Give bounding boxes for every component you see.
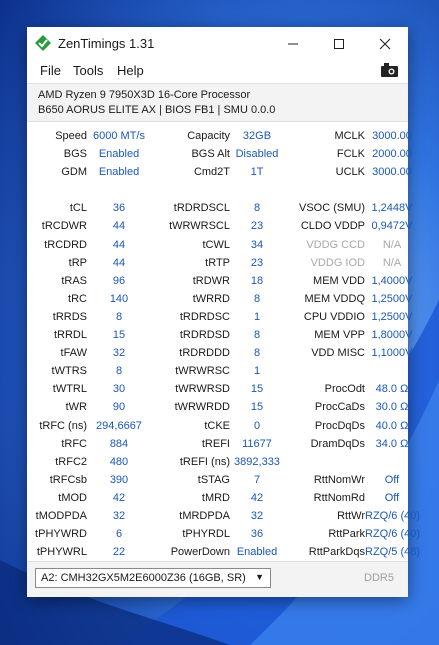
memory-type-label: DDR5 <box>364 572 394 584</box>
twrwrdd-value: 15 <box>250 401 264 414</box>
trdwr-value: 18 <box>250 274 264 287</box>
fclk-label: FCLK <box>336 148 365 161</box>
maximize-icon <box>334 39 344 49</box>
proccads-label: ProcCaDs <box>314 401 365 414</box>
tcke-label: tCKE <box>204 419 230 432</box>
tras-value: 96 <box>112 274 126 287</box>
tstag-value: 7 <box>253 473 261 486</box>
mem-vpp-label: MEM VPP <box>314 329 365 342</box>
bgs-label: BGS <box>63 148 87 161</box>
zentimings-window <box>27 27 421 596</box>
twrwrsd-value: 15 <box>250 383 264 396</box>
twrwrsc-value: 1 <box>253 365 261 378</box>
close-icon <box>380 39 390 49</box>
tmod-label: tMOD <box>58 491 87 504</box>
empty-value <box>365 362 419 380</box>
tras-label: tRAS <box>61 274 87 287</box>
mem-vpp-value: 1,8000V <box>371 329 413 342</box>
tmrdpda-label: tMRDPDA <box>179 509 230 522</box>
twtrl-value: 30 <box>112 383 126 396</box>
rttparkdqs-value: RZQ/5 (48) <box>365 546 421 559</box>
capacity-label: Capacity <box>187 130 230 142</box>
bgs-alt-value: Disabled <box>235 148 279 161</box>
cpu-vddio-value: 1,2500V <box>371 310 413 323</box>
vddg-iod-label: VDDG IOD <box>310 256 365 269</box>
window-title: ZenTimings 1.31 <box>58 36 155 51</box>
empty-label <box>284 453 365 471</box>
rttpark-label: RttPark <box>328 528 365 541</box>
speed-label: Speed <box>55 130 87 142</box>
vsoc-smu-label: VSOC (SMU) <box>299 202 365 215</box>
gdm-label: GDM <box>61 166 87 179</box>
cldo-vddp-value: 0,9472V <box>371 220 413 233</box>
procodt-label: ProcOdt <box>324 383 365 396</box>
tmrd-label: tMRD <box>201 491 230 504</box>
twr-value: 90 <box>112 401 126 414</box>
trfc2-label: tRFC2 <box>55 455 87 468</box>
tfaw-value: 32 <box>112 347 126 360</box>
trefi-value: 11677 <box>242 437 272 450</box>
rttpark-value: RZQ/6 (40) <box>365 528 421 541</box>
powerdown-label: PowerDown <box>170 546 230 559</box>
tstag-label: tSTAG <box>197 473 230 486</box>
tphywrd-value: 6 <box>115 528 123 541</box>
title-bar[interactable] <box>27 27 408 60</box>
mem-vddq-value: 1,2500V <box>371 292 413 305</box>
trrdl-label: tRRDL <box>53 329 87 342</box>
trfc-ns-label: tRFC (ns) <box>39 419 87 432</box>
menu-help[interactable]: Help <box>117 63 144 78</box>
memory-module-value: A2: CMH32GX5M2E6000Z36 (16GB, SR) <box>41 572 246 584</box>
tcwl-value: 34 <box>250 238 264 251</box>
twtrl-label: tWTRL <box>52 383 87 396</box>
trcdwr-value: 44 <box>112 220 126 233</box>
tphyrdl-value: 36 <box>250 528 264 541</box>
tcl-value: 36 <box>112 202 126 215</box>
trdwr-label: tRDWR <box>192 274 230 287</box>
mem-vddq-label: MEM VDDQ <box>304 292 365 305</box>
trcdrd-value: 44 <box>112 238 126 251</box>
trfcsb-value: 390 <box>109 473 129 486</box>
rttwr-label: RttWr <box>337 509 365 522</box>
trp-label: tRP <box>68 256 87 269</box>
vddg-iod-value: N/A <box>382 256 402 269</box>
tcke-value: 0 <box>253 419 261 432</box>
trc-value: 140 <box>109 292 129 305</box>
close-button[interactable] <box>362 27 408 60</box>
trfc-ns-value: 294,6667 <box>96 419 142 432</box>
procdqds-value: 40.0 Ω <box>375 419 409 432</box>
tcwl-label: tCWL <box>202 238 230 251</box>
trefi-ns-label: tREFI (ns) <box>179 455 230 468</box>
mem-vdd-label: MEM VDD <box>313 274 365 287</box>
tmrdpda-value: 32 <box>250 509 264 522</box>
trfc-label: tRFC <box>61 437 87 450</box>
trdrddd-label: tRDRDDD <box>179 347 230 360</box>
twrwrscl-label: tWRWRSCL <box>169 220 230 233</box>
vsoc-smu-value: 1,2448V <box>371 202 413 215</box>
tmodpda-value: 32 <box>112 509 126 522</box>
trfcsb-label: tRFCsb <box>49 473 87 486</box>
trp-value: 44 <box>112 256 126 269</box>
twrrd-label: tWRRD <box>192 292 230 305</box>
twrwrdd-label: tWRWRDD <box>174 401 230 414</box>
cpu-info-panel <box>27 83 408 122</box>
trtp-value: 23 <box>250 256 264 269</box>
cmd2t-value: 1T <box>250 166 264 179</box>
uclk-value: 3000.00 <box>372 166 412 179</box>
dramdqds-label: DramDqDs <box>310 437 365 450</box>
trefi-label: tREFI <box>201 437 230 450</box>
trrdl-value: 15 <box>112 329 126 342</box>
tphywrl-label: tPHYWRL <box>36 546 87 559</box>
trcdrd-label: tRCDRD <box>44 238 87 251</box>
dramdqds-value: 34.0 Ω <box>375 437 409 450</box>
empty-value <box>365 453 419 471</box>
section-gap <box>27 181 419 188</box>
rttwr-value: RZQ/6 (40) <box>365 509 421 522</box>
trcdwr-label: tRCDWR <box>41 220 87 233</box>
tphyrdl-label: tPHYRDL <box>182 528 230 541</box>
trtp-label: tRTP <box>205 256 230 269</box>
proccads-value: 30.0 Ω <box>375 401 409 414</box>
procdqds-label: ProcDqDs <box>314 419 365 432</box>
tcl-label: tCL <box>69 202 87 215</box>
tphywrl-value: 22 <box>112 546 126 559</box>
vdd-misc-value: 1,1000V <box>371 347 413 360</box>
trdrdsd-label: tRDRDSD <box>179 329 230 342</box>
twtrs-value: 8 <box>115 365 123 378</box>
trfc-value: 884 <box>109 437 129 450</box>
twrwrsd-label: tWRWRSD <box>175 383 230 396</box>
vddg-ccd-label: VDDG CCD <box>306 238 365 251</box>
rttnomrd-value: Off <box>384 491 400 504</box>
twrwrsc-label: tWRWRSC <box>175 365 230 378</box>
empty-label <box>284 362 365 380</box>
minimize-button[interactable] <box>270 27 316 60</box>
trdrdscl-label: tRDRDSCL <box>173 202 230 215</box>
twrwrscl-value: 23 <box>250 220 264 233</box>
trefi-ns-value: 3892,333 <box>234 455 280 468</box>
trdrddd-value: 8 <box>253 347 261 360</box>
bgs-value: Enabled <box>98 148 140 161</box>
twrrd-value: 8 <box>253 292 261 305</box>
camera-icon[interactable] <box>381 63 398 77</box>
footer-bar <box>27 561 408 597</box>
menu-bar <box>27 60 408 82</box>
trfc2-value: 480 <box>109 455 129 468</box>
cmd2t-label: Cmd2T <box>193 166 230 179</box>
dropdown-arrow-icon: ▼ <box>255 572 264 582</box>
timings-grid <box>27 127 421 561</box>
gdm-value: Enabled <box>98 166 140 179</box>
vdd-misc-label: VDD MISC <box>311 347 365 360</box>
twtrs-label: tWTRS <box>51 365 87 378</box>
tphywrd-label: tPHYWRD <box>35 528 87 541</box>
vddg-ccd-value: N/A <box>382 238 402 251</box>
procodt-value: 48.0 Ω <box>375 383 409 396</box>
rttnomrd-label: RttNomRd <box>313 491 365 504</box>
mem-vdd-value: 1,4000V <box>371 274 413 287</box>
mclk-value: 3000.00 <box>372 130 412 142</box>
rttnomwr-label: RttNomWr <box>313 473 365 486</box>
zentimings-logo-icon <box>35 35 51 51</box>
tmodpda-label: tMODPDA <box>35 509 87 522</box>
capacity-value: 32GB <box>242 130 272 142</box>
trdrdsc-label: tRDRDSC <box>179 310 230 323</box>
trdrdsc-value: 1 <box>253 310 261 323</box>
trrds-label: tRRDS <box>52 310 87 323</box>
rttnomwr-value: Off <box>384 473 400 486</box>
bgs-alt-label: BGS Alt <box>191 148 230 161</box>
cpu-vddio-label: CPU VDDIO <box>303 310 365 323</box>
maximize-button[interactable] <box>316 27 362 60</box>
tmod-value: 42 <box>112 491 126 504</box>
twr-label: tWR <box>65 401 87 414</box>
memory-module-select[interactable] <box>35 568 271 588</box>
menu-file[interactable]: File <box>40 63 61 78</box>
trc-label: tRC <box>68 292 87 305</box>
minimize-icon <box>288 39 298 49</box>
rttparkdqs-label: RttParkDqs <box>308 546 365 559</box>
menu-tools[interactable]: Tools <box>73 63 104 78</box>
cldo-vddp-label: CLDO VDDP <box>300 220 365 233</box>
trrds-value: 8 <box>115 310 123 323</box>
cpu-name: AMD Ryzen 9 7950X3D 16-Core Processor <box>38 89 251 101</box>
uclk-label: UCLK <box>335 166 365 179</box>
tmrd-value: 42 <box>250 491 264 504</box>
board-bios-info: B650 AORUS ELITE AX | BIOS FB1 | SMU 0.0.0 <box>38 104 276 116</box>
fclk-value: 2000.00 <box>372 148 412 161</box>
tfaw-label: tFAW <box>60 347 87 360</box>
trdrdsd-value: 8 <box>253 329 261 342</box>
powerdown-value: Enabled <box>236 546 278 559</box>
speed-value: 6000 MT/s <box>93 130 145 142</box>
trdrdscl-value: 8 <box>253 202 261 215</box>
mclk-label: MCLK <box>334 130 365 142</box>
